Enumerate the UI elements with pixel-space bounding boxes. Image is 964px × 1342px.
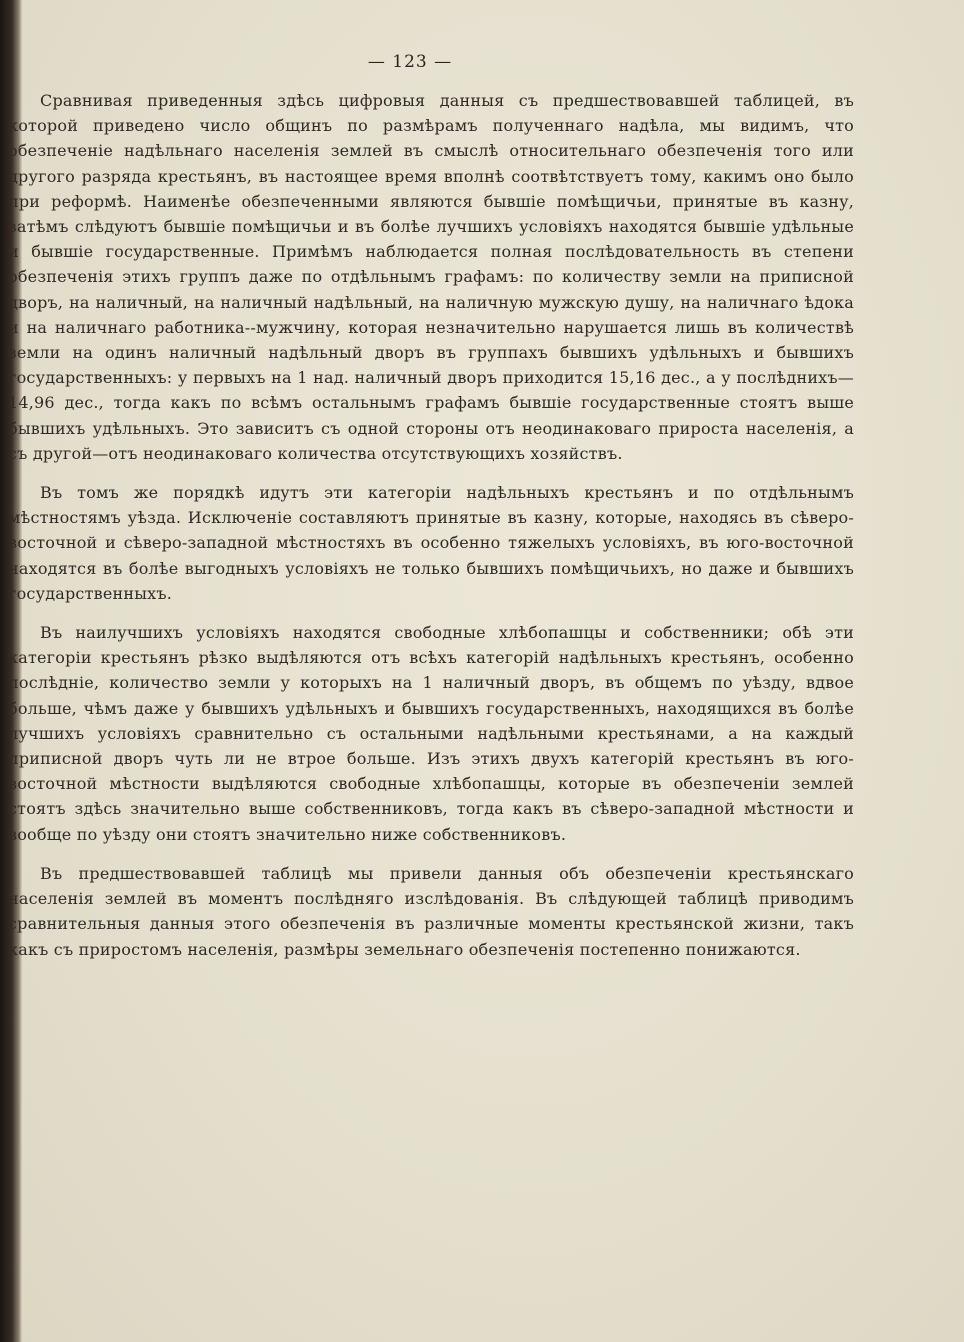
paragraph-1: Сравнивая приведенныя здѣсь цифровыя данныя съ предшествовавшей таблицей, въ которой приведено число общинъ по размѣрамъ полученнаго надѣла, мы видимъ, что обезпеченіе надѣльнаго населенія землей въ смыслѣ относительнаго обезпеченія того или другого разряда крестьянъ, въ настоящее время вполнѣ соотвѣтствуетъ тому, какимъ оно было при реформѣ. Наименѣе обезпеченными являются бывшіе помѣщичьи, принятые въ казну, затѣмъ слѣдуютъ бывшіе помѣщичьи и въ болѣе лучшихъ условіяхъ находятся бывшіе удѣльные и бывшіе государственные. Примѣмъ наблюдается полная послѣдовательность въ степени обезпеченія этихъ группъ даже по отдѣльнымъ графамъ: по количеству земли на приписной дворъ, на наличный, на наличный надѣльный, на наличную мужскую душу, на наличнаго ѣдока и на наличнаго работника--мужчину, которая незначительно нарушается лишь въ количествѣ земли на одинъ наличный надѣльный дворъ въ группахъ бывшихъ удѣльныхъ и бывшихъ государственныхъ: у первыхъ на 1 над. наличный дворъ приходится 15,16 дес., а у послѣднихъ—14,96 дес., тогда какъ по всѣмъ остальнымъ графамъ бывшіе государственные стоятъ выше бывшихъ удѣльныхъ. Это зависитъ съ одной стороны отъ неодинаковаго прироста населенія, а съ другой—отъ неодинаковаго количества отсутствующихъ хозяйствъ. <box>8 91 854 463</box>
paragraph-2: Въ томъ же порядкѣ идутъ эти категоріи надѣльныхъ крестьянъ и по отдѣльнымъ мѣстностямъ уѣзда. Исключеніе составляютъ принятые въ казну, которые, находясь въ сѣверо-восточной и сѣверо-западной мѣстностяхъ въ особенно тяжелыхъ условіяхъ, въ юго-восточной находятся въ болѣе выгодныхъ условіяхъ не только бывшихъ помѣщичьихъ, но даже и бывшихъ государственныхъ. <box>8 483 854 603</box>
page-text <box>8 88 854 962</box>
paragraph-3: Въ наилучшихъ условіяхъ находятся свободные хлѣбопашцы и собственники; обѣ эти категоріи крестьянъ рѣзко выдѣляются отъ всѣхъ категорій надѣльныхъ крестьянъ, особенно послѣдніе, количество земли у которыхъ на 1 наличный дворъ, въ общемъ по уѣзду, вдвое больше, чѣмъ даже у бывшихъ удѣльныхъ и бывшихъ государственныхъ, находящихся въ болѣе лучшихъ условіяхъ сравнительно съ остальными надѣльными крестьянами, а на каждый приписной дворъ чуть ли не втрое больше. Изъ этихъ двухъ категорій крестьянъ въ юго-восточной мѣстности выдѣляются свободные хлѣбопашцы, которые въ обезпеченіи землей стоятъ здѣсь значительно выше собственниковъ, тогда какъ въ сѣверо-западной мѣстности и вообще по уѣзду они стоятъ значительно ниже собственниковъ. <box>8 623 854 844</box>
paragraph-4: Въ предшествовавшей таблицѣ мы привели данныя объ обезпеченіи крестьянскаго населенія землей въ моментъ послѣдняго изслѣдованія. Въ слѣдующей таблицѣ приводимъ сравнительныя данныя этого обезпеченія въ различные моменты крестьянской жизни, такъ какъ съ приростомъ населенія, размѣры земельнаго обезпеченія постепенно понижаются. <box>8 863 854 959</box>
page-number: — 123 — <box>367 52 453 72</box>
